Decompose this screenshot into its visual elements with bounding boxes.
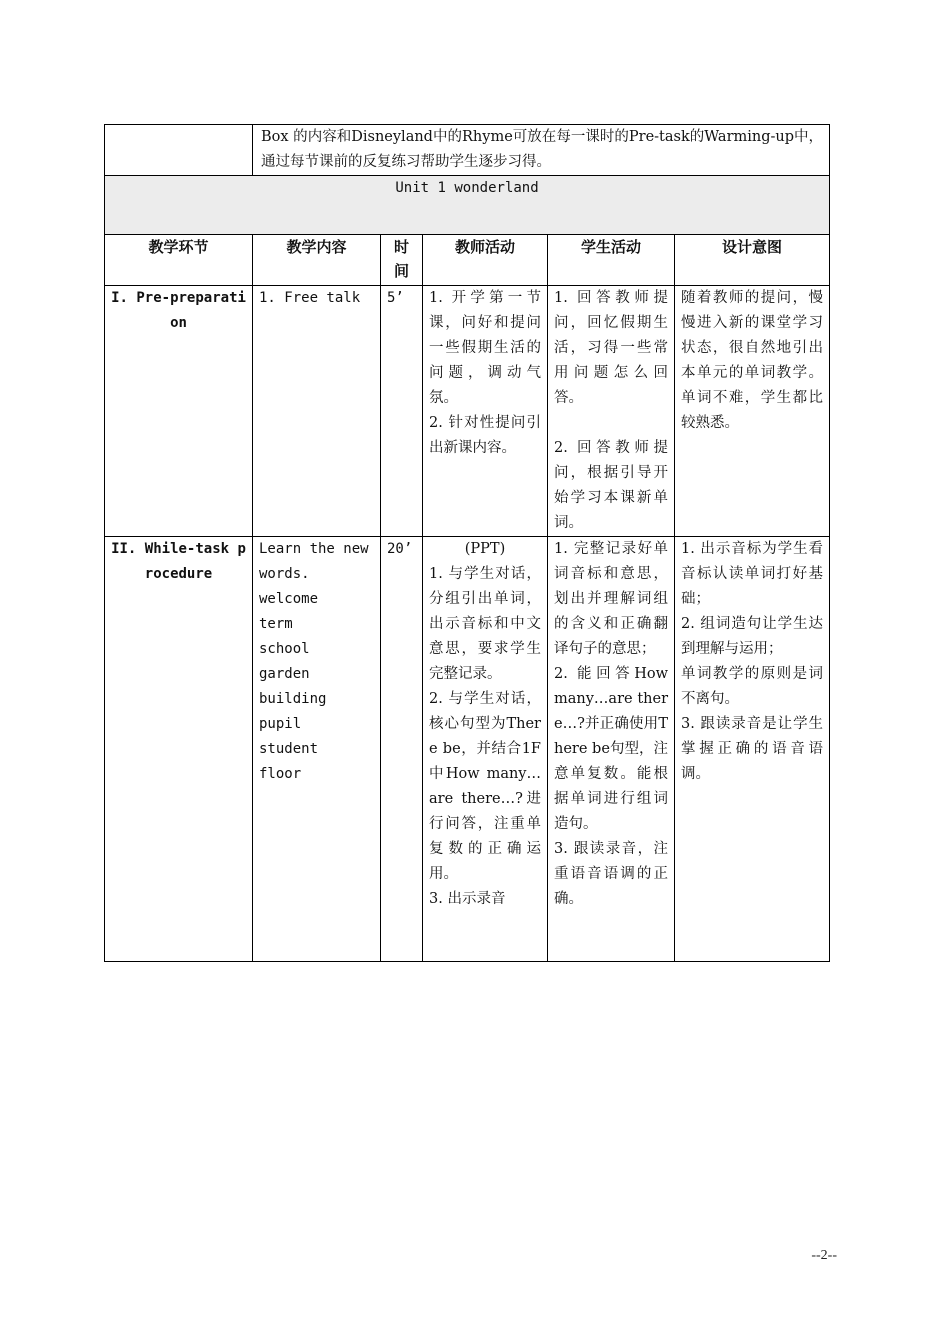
student-item: 3. 跟读录音，注重语音语调的正确。 bbox=[554, 841, 668, 907]
header-stage: 教学环节 bbox=[105, 235, 253, 286]
content-item: garden bbox=[259, 666, 310, 682]
teacher-item: (PPT) bbox=[464, 541, 506, 557]
student-spacer bbox=[554, 411, 668, 436]
header-row bbox=[105, 235, 830, 286]
content-cell bbox=[253, 537, 381, 962]
content-item: welcome bbox=[259, 591, 319, 607]
header-intent: 设计意图 bbox=[675, 235, 830, 286]
content-item: building bbox=[259, 691, 327, 707]
intro-row bbox=[105, 125, 830, 176]
teacher-item: 3. 出示录音 bbox=[429, 891, 506, 907]
teacher-item: 1. 与学生对话，分组引出单词，出示音标和中文意思，要求学生完整记录。 bbox=[429, 566, 541, 682]
unit-row bbox=[105, 176, 830, 235]
student-cell bbox=[548, 286, 675, 537]
intro-note: Box 的内容和Disneyland中的Rhyme可放在每一课时的Pre-task的Warming-up中，通过每节课前的反复练习帮助学生逐步习得。 bbox=[253, 125, 830, 176]
teacher-item: 2. 针对性提问引出新课内容。 bbox=[429, 415, 541, 456]
unit-title: Unit 1 wonderland bbox=[105, 176, 830, 235]
content-cell bbox=[253, 286, 381, 537]
intent-cell bbox=[675, 537, 830, 962]
teacher-cell bbox=[423, 286, 548, 537]
intent-item: 2. 组词造句让学生达到理解与运用； bbox=[681, 616, 824, 657]
student-item: 1. 回答教师提问，回忆假期生活，习得一些常用问题怎么回答。 bbox=[554, 290, 668, 406]
teacher-item: 1. 开学第一节课，问好和提问一些假期生活的问题，调动气氛。 bbox=[429, 290, 541, 406]
page-number: --2-- bbox=[811, 1248, 837, 1263]
intent-item: 3. 跟读录音是让学生掌握正确的语音语调。 bbox=[681, 716, 824, 782]
intent-item: 随着教师的提问，慢慢进入新的课堂学习状态，很自然地引出本单元的单词教学。单词不难，学生都比较熟悉。 bbox=[681, 290, 824, 431]
empty-cell bbox=[105, 125, 253, 176]
content-item: Learn the new words. bbox=[259, 541, 369, 582]
content-item: term bbox=[259, 616, 293, 632]
intent-cell bbox=[675, 286, 830, 537]
stage-label: I. Pre-preparation bbox=[111, 290, 246, 331]
teacher-item: 2. 与学生对话，核心句型为There be，并结合1F中How many…are there…?进行问答，注重单复数的正确运用。 bbox=[429, 691, 541, 882]
stage-cell bbox=[105, 286, 253, 537]
student-item: 2. 能回答How many…are there…?并正确使用There be句型，注意单复数。能根据单词进行组词造句。 bbox=[554, 666, 668, 832]
table-row bbox=[105, 537, 830, 962]
student-item: 1. 完整记录好单词音标和意思，划出并理解词组的含义和正确翻译句子的意思； bbox=[554, 541, 668, 657]
teacher-cell bbox=[423, 537, 548, 962]
header-content: 教学内容 bbox=[253, 235, 381, 286]
student-cell bbox=[548, 537, 675, 962]
content-item: student bbox=[259, 741, 319, 757]
intent-item: 1. 出示音标为学生看音标认读单词打好基础； bbox=[681, 541, 824, 607]
stage-cell bbox=[105, 537, 253, 962]
time-cell: 5’ bbox=[381, 286, 423, 537]
header-time bbox=[381, 235, 423, 286]
stage-label: II. While-task procedure bbox=[111, 541, 246, 582]
content-item: school bbox=[259, 641, 310, 657]
header-teacher: 教师活动 bbox=[423, 235, 548, 286]
content-item: pupil bbox=[259, 716, 302, 732]
intent-item: 单词教学的原则是词不离句。 bbox=[681, 666, 824, 707]
table-row bbox=[105, 286, 830, 537]
header-time-text: 时间 bbox=[394, 238, 410, 280]
lesson-plan-table bbox=[104, 124, 830, 962]
time-cell: 20’ bbox=[381, 537, 423, 962]
header-student: 学生活动 bbox=[548, 235, 675, 286]
content-item: floor bbox=[259, 766, 302, 782]
student-item: 2. 回答教师提问，根据引导开始学习本课新单词。 bbox=[554, 440, 668, 531]
content-item: 1. Free talk bbox=[259, 290, 361, 306]
